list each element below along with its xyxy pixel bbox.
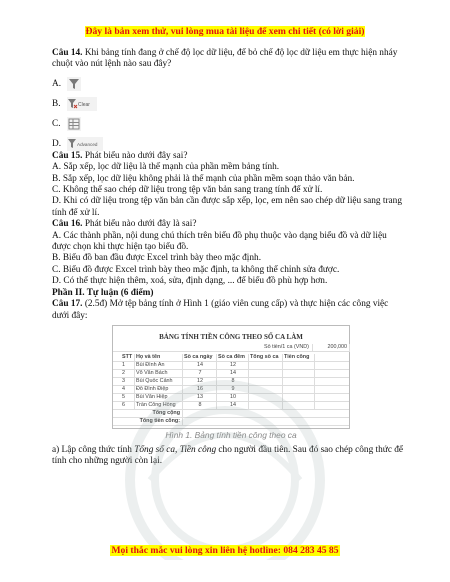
question-16: [52, 219, 404, 230]
table-cell: 13: [183, 394, 217, 402]
header-cell: STT: [121, 354, 135, 362]
total-row: [113, 410, 349, 418]
table-cell: 14: [217, 370, 249, 378]
question-17-text: (2.5đ) Mở tệp bảng tính ở Hình 1 (giáo viên cung cấp) và thực hiện các công việc dưới đây:: [52, 299, 389, 321]
q14-option-a: [52, 71, 404, 91]
question-14: [52, 48, 404, 71]
table-cell: 2: [121, 370, 135, 378]
table-cell: [283, 370, 315, 378]
sheet-title: BẢNG TÍNH TIỀN CÔNG THEO SỐ CA LÀM: [159, 332, 303, 341]
table-row: [113, 386, 349, 394]
question-15: [52, 151, 404, 162]
sheet-header-row: [113, 354, 349, 362]
advanced-icon-text: Advanced: [77, 141, 98, 147]
question-14-title: Câu 14.: [52, 48, 83, 58]
total-money-label: Tổng tiền công:: [121, 418, 183, 426]
table-cell: 14: [183, 362, 217, 370]
reapply-icon: [67, 117, 81, 131]
table-cell: 6: [121, 402, 135, 410]
table-cell: 7: [183, 370, 217, 378]
question-16-title: Câu 16.: [52, 219, 83, 230]
q16-option-a: A. Các thành phần, nội dung chú thích trên biểu đồ phụ thuộc vào dạng biểu đồ và dữ liệu được chọn khi thực hiện tạo biểu đồ.: [52, 230, 387, 253]
table-cell: 1: [121, 362, 135, 370]
table-cell: 12: [183, 378, 217, 386]
hotline-banner-text: Mọi thắc mắc vui lòng xin liên hệ hotline: 084 283 45 85: [111, 545, 339, 556]
table-cell: 3: [121, 378, 135, 386]
rate-label: Số tiền/1 ca (VND): [263, 344, 313, 352]
q15-option-b: B. Sắp xếp, lọc dữ liệu không phải là thế mạnh của phần mềm soạn thảo văn bản.: [52, 173, 355, 184]
preview-banner: [0, 26, 450, 37]
table-cell: 4: [121, 386, 135, 394]
table-row: [113, 402, 349, 410]
q16-option-c: C. Biểu đồ được Excel trình bày theo mặc định, ta không thể chỉnh sửa được.: [52, 264, 340, 275]
table-cell: 5: [121, 394, 135, 402]
table-cell: 10: [217, 394, 249, 402]
table-row: [113, 370, 349, 378]
question-17: [52, 299, 404, 322]
table-cell: [283, 394, 315, 402]
sheet-rate-row: [113, 344, 349, 352]
clear-icon-text: Clear: [78, 101, 90, 108]
total-money-row: [113, 418, 349, 426]
table-cell: Bùi Văn Hiệp: [135, 394, 183, 402]
part-a-prefix: a) Lập công thức tính: [52, 444, 135, 455]
header-cell: Số ca ngày: [183, 354, 217, 362]
table-row: [113, 362, 349, 370]
document-content: [52, 48, 404, 468]
q15-option-d: D. Khi có dữ liệu trong tệp văn bản cần được sắp xếp, lọc, em nên sao chép dữ liệu sang trang tính để xử lí.: [52, 196, 402, 218]
table-cell: [249, 378, 283, 386]
option-label: B.: [52, 99, 61, 110]
q14-option-d: [52, 131, 404, 151]
table-cell: [249, 362, 283, 370]
table-cell: [249, 370, 283, 378]
part-2-heading: Phần II. Tự luận (6 điểm): [52, 287, 154, 298]
filter-icon: [67, 77, 81, 91]
option-label: A.: [52, 79, 62, 90]
table-cell: [249, 402, 283, 410]
question-14-text: Khi bảng tính đang ở chế độ lọc dữ liệu, để bỏ chế độ lọc dữ liệu em thực hiện nháy chuột vào nút lệnh nào sau đây?: [52, 48, 398, 70]
rate-value: 200,000: [313, 344, 350, 352]
table-row: [113, 394, 349, 402]
preview-banner-text: Đây là bản xem thử, vui lòng mua tài liệu để xem chi tiết (có lời giải): [85, 26, 365, 37]
table-row: [113, 378, 349, 386]
table-cell: Trần Công Hồng: [135, 402, 183, 410]
table-cell: Bùi Quốc Cảnh: [135, 378, 183, 386]
part-a-suffix: cho người đầu tiên. Sau đó sao chép công thức để tính cho những người còn lại.: [52, 444, 404, 467]
part-a-italic: Tổng số ca, Tiền công: [134, 444, 217, 455]
hotline-banner: [0, 545, 450, 556]
table-cell: Bùi Đình An: [135, 362, 183, 370]
table-cell: Đỗ Đình Điệp: [135, 386, 183, 394]
header-cell: Số ca đêm: [217, 354, 249, 362]
question-15-title: Câu 15.: [52, 150, 83, 161]
table-cell: [249, 386, 283, 394]
header-cell: Tổng số ca: [249, 354, 283, 362]
advanced-filter-icon: [67, 137, 103, 151]
table-cell: 14: [217, 402, 249, 410]
table-cell: 12: [217, 362, 249, 370]
header-cell: Họ và tên: [135, 354, 183, 362]
q15-option-a: A. Sắp xếp, lọc dữ liệu là thế mạnh của phần mềm bảng tính.: [52, 162, 280, 173]
table-cell: [283, 362, 315, 370]
table-cell: Võ Văn Bách: [135, 370, 183, 378]
header-cell: Tiền công: [283, 354, 315, 362]
spreadsheet-figure: [112, 325, 350, 439]
q14-option-c: [52, 111, 404, 131]
question-15-text: Phát biểu nào dưới đây sai?: [84, 150, 188, 161]
q16-option-d: D. Có thể thực hiện thêm, xoá, sửa, định dạng, ... để biểu đồ phù hợp hơn.: [52, 276, 328, 287]
option-label: D.: [52, 139, 62, 150]
table-cell: [283, 402, 315, 410]
clear-filter-icon: [67, 97, 97, 111]
table-cell: 8: [217, 378, 249, 386]
table-cell: [283, 378, 315, 386]
table-cell: 16: [183, 386, 217, 394]
q14-option-b: [52, 91, 404, 111]
figure-caption: Hình 1. Bảng tính tiền công theo ca: [165, 429, 297, 440]
q15-option-c: C. Không thể sao chép dữ liệu trong tệp văn bản sang trang tính để xử lí.: [52, 185, 323, 196]
table-cell: [283, 386, 315, 394]
spreadsheet-image: [112, 325, 350, 429]
q16-option-b: B. Biểu đồ ban đầu được Excel trình bày theo mặc định.: [52, 253, 262, 264]
question-17-title: Câu 17.: [52, 299, 83, 310]
question-17-part-a: [52, 445, 404, 468]
question-16-text: Phát biểu nào dưới đây là sai?: [84, 219, 197, 230]
total-label: Tổng cộng: [135, 410, 183, 418]
option-label: C.: [52, 119, 61, 130]
table-cell: 8: [183, 402, 217, 410]
table-cell: [249, 394, 283, 402]
table-cell: 9: [217, 386, 249, 394]
